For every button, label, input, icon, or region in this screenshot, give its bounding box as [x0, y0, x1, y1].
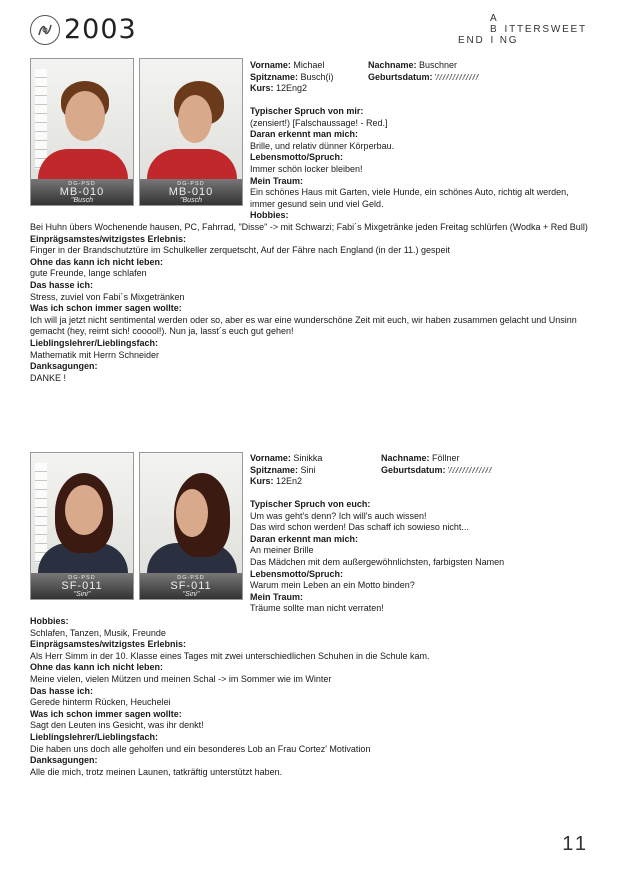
- section-label: Hobbies:: [30, 616, 69, 626]
- section-label: Das hasse ich:: [30, 279, 94, 290]
- section-text: gute Freunde, lange schlafen: [30, 268, 147, 279]
- section-text: Ich will ja jetzt nicht sentimental werden oder so, aber es war eine wunderschöne Zeit mit euch, wir haben zusammen gelacht und Unsinn gemacht (hey, reimt sich! cooool!). Nun ja, lasst´s euch gut gehen!: [30, 314, 577, 337]
- redacted-scribble: [435, 74, 479, 80]
- profile-header: Vorname: Michael Spitzname: Busch(i) Kurs: 12Eng2: [250, 60, 334, 94]
- section-text: Warum mein Leben an ein Motto binden?: [250, 580, 415, 591]
- section-text: Immer schön locker bleiben!: [250, 163, 363, 174]
- portrait-side-photo: [139, 58, 243, 206]
- section-text: Schlafen, Tanzen, Musik, Freunde: [30, 627, 166, 638]
- section-label: Typischer Spruch von mir:: [250, 106, 364, 116]
- emblem-icon: [30, 15, 60, 45]
- redacted-scribble: [448, 467, 492, 473]
- section-text: Brille, und relativ dünner Körperbau.: [250, 140, 395, 151]
- portrait-side-photo: [139, 452, 243, 600]
- section-text: DANKE !: [30, 372, 67, 383]
- section-label: Lieblingslehrer/Lieblingsfach:: [30, 731, 159, 742]
- section-text: Alle die mich, trotz meinen Launen, tatkräftig unterstützt haben.: [30, 766, 283, 777]
- section-label: Ohne das kann ich nicht leben:: [30, 662, 164, 673]
- section-text: Träume sollte man nicht verraten!: [250, 603, 384, 614]
- section-label: Einprägsamstes/witzigstes Erlebnis:: [30, 233, 187, 244]
- profile-header: Vorname: Sinikka Spitzname: Sini Kurs: 12En2: [250, 453, 323, 487]
- section-label: Lebensmotto/Spruch:: [250, 568, 344, 579]
- section-text: Finger in der Brandschutztüre im Schulkeller zerquetscht, Auf der Fähre nach England (in der 11.) gespeit: [30, 245, 451, 256]
- section-label: Daran erkennt man mich:: [250, 129, 359, 140]
- name-plate: DG-PSD SF-011 "Sini": [31, 573, 133, 599]
- section-label: Danksagungen:: [30, 755, 98, 766]
- section-text: Gerede hinterm Rücken, Heuchelei: [30, 697, 171, 708]
- section-text: Bei Huhn übers Wochenende hausen, PC, Fahrrad, "Disse" -> mit Schwarzi; Fabi´s Mixgetränke jeden Freitag schlürfen (Wodka + Red Bull): [30, 222, 588, 232]
- section-label: Mein Traum:: [250, 175, 304, 186]
- section-text: (zensiert!) [Falschaussage! - Red.]: [250, 117, 388, 128]
- section-label: Lebensmotto/Spruch:: [250, 152, 344, 163]
- profile-header-right: Nachname: Föllner Geburtsdatum:: [381, 453, 492, 476]
- name-plate: DG-PSD MB-010 "Busch: [140, 179, 242, 205]
- section-text: Stress, zuviel von Fabi´s Mixgetränken: [30, 291, 185, 302]
- section-label: Ohne das kann ich nicht leben:: [30, 256, 164, 267]
- profile-sections-full: [30, 616, 595, 778]
- name-plate: DG-PSD SF-011 "Sini": [140, 573, 242, 599]
- profile-header-right: Nachname: Buschner Geburtsdatum:: [368, 60, 479, 83]
- section-label: Was ich schon immer sagen wollte:: [30, 303, 182, 314]
- section-text: Das wird schon werden! Das schaff ich sowieso nicht...: [250, 522, 469, 533]
- section-label: Mein Traum:: [250, 591, 304, 602]
- section-text: Ein schönes Haus mit Garten, viele Hunde, ein schönes Auto, richtig alt werden, immer gesund sein und viel Geld.: [250, 187, 569, 209]
- portrait-front-photo: [30, 58, 134, 206]
- profile-sections-full: [30, 222, 595, 384]
- profile-sections-right: [250, 499, 595, 615]
- section-label: Typischer Spruch von euch:: [250, 499, 371, 509]
- section-text: Das Mädchen mit dem außergewöhnlichsten, farbigsten Namen: [250, 556, 505, 567]
- year-title: 2003: [64, 14, 137, 45]
- section-label: Daran erkennt man mich:: [250, 533, 359, 544]
- section-text: Sagt den Leuten ins Gesicht, was ihr denkt!: [30, 720, 204, 731]
- name-plate: DG-PSD MB-010 "Busch: [31, 179, 133, 205]
- section-text: Als Herr Simm in der 10. Klasse eines Tages mit zwei unterschiedlichen Schuhen in die Schule kam.: [30, 650, 430, 661]
- section-label: Was ich schon immer sagen wollte:: [30, 708, 182, 719]
- bittersweet-ending-title: A B ITTERSWEET END I NG: [458, 13, 587, 46]
- section-text: Um was geht's denn? Ich will's auch wissen!: [250, 510, 427, 521]
- section-label: Einprägsamstes/witzigstes Erlebnis:: [30, 639, 187, 650]
- section-label: Danksagungen:: [30, 361, 98, 372]
- yearbook-logo: [30, 14, 137, 45]
- section-text: Meine vielen, vielen Mützen und meinen Schal -> im Sommer wie im Winter: [30, 673, 332, 684]
- profile-sections-right: [250, 106, 595, 222]
- section-label: Lieblingslehrer/Lieblingsfach:: [30, 337, 159, 348]
- section-text: An meiner Brille: [250, 545, 314, 556]
- section-label: Das hasse ich:: [30, 685, 94, 696]
- portrait-front-photo: [30, 452, 134, 600]
- section-text: Mathematik mit Herrn Schneider: [30, 349, 160, 360]
- section-label: Hobbies:: [250, 210, 289, 221]
- page-number: 11: [562, 833, 589, 855]
- section-text: Die haben uns doch alle geholfen und ein besonderes Lob an Frau Cortez' Motivation: [30, 743, 371, 754]
